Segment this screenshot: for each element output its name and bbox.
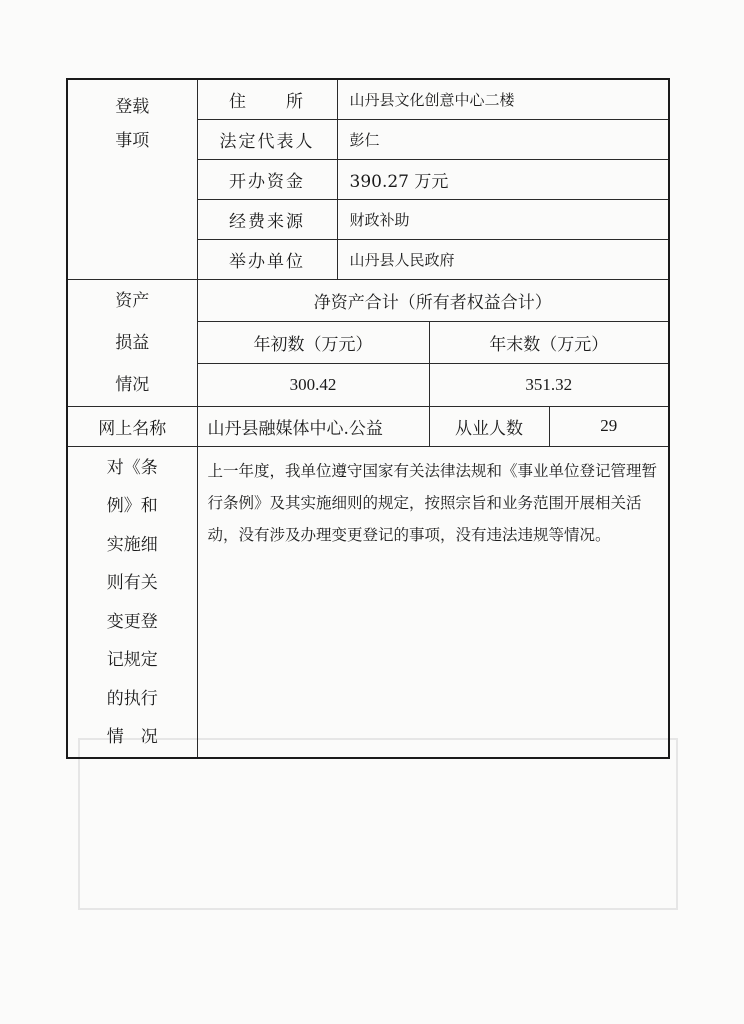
assets-section-label — [67, 279, 197, 406]
assets-label-line: 情况 — [115, 374, 150, 395]
compliance-label-line: 变更登 — [106, 611, 158, 632]
field-value-funds: 390.27 万元 — [337, 159, 669, 199]
compliance-label-line: 对《条 — [106, 457, 158, 478]
beginning-year-label: 年初数（万元） — [197, 321, 429, 363]
field-label-legal-rep: 法定代表人 — [197, 119, 337, 159]
compliance-label-line: 则有关 — [106, 573, 158, 593]
field-label-address: 住 所 — [197, 79, 337, 119]
beginning-year-value: 300.42 — [197, 364, 429, 406]
show-through-box — [78, 738, 678, 910]
compliance-label-line: 例》和 — [106, 496, 158, 516]
field-label-sponsor: 举办单位 — [197, 239, 337, 279]
compliance-label-line: 的执行 — [106, 688, 158, 709]
registration-label-line: 事项 — [115, 131, 150, 151]
field-value-sponsor: 山丹县人民政府 — [337, 239, 669, 279]
compliance-section-label — [67, 446, 197, 758]
compliance-label-line: 情 况 — [106, 727, 158, 747]
compliance-label-line: 实施细 — [106, 534, 158, 555]
field-value-legal-rep: 彭仁 — [337, 119, 669, 159]
staff-count-label: 从业人数 — [429, 406, 549, 446]
end-year-label: 年末数（万元） — [429, 321, 669, 363]
online-name-label: 网上名称 — [67, 406, 197, 446]
compliance-label-line: 记规定 — [106, 650, 158, 670]
registration-section-label — [67, 79, 197, 279]
net-assets-header: 净资产合计（所有者权益合计） — [197, 279, 669, 321]
field-value-address: 山丹县文化创意中心二楼 — [337, 79, 669, 119]
assets-label-line: 损益 — [115, 332, 150, 353]
compliance-statement: 上一年度，我单位遵守国家有关法律法规和《事业单位登记管理暂行条例》及其实施细则的规定，按照宗旨和业务范围开展相关活动，没有涉及办理变更登记的事项，没有违法违规等情况。 — [197, 446, 669, 758]
field-label-funding-source: 经费来源 — [197, 199, 337, 239]
staff-count-value: 29 — [549, 406, 669, 446]
registration-label-line: 登载 — [115, 97, 150, 117]
field-label-funds: 开办资金 — [197, 159, 337, 199]
registration-form-table — [66, 78, 670, 759]
online-name-value: 山丹县融媒体中心.公益 — [197, 406, 429, 446]
assets-label-line: 资产 — [115, 290, 150, 311]
end-year-value: 351.32 — [429, 364, 669, 406]
field-value-funding-source: 财政补助 — [337, 199, 669, 239]
